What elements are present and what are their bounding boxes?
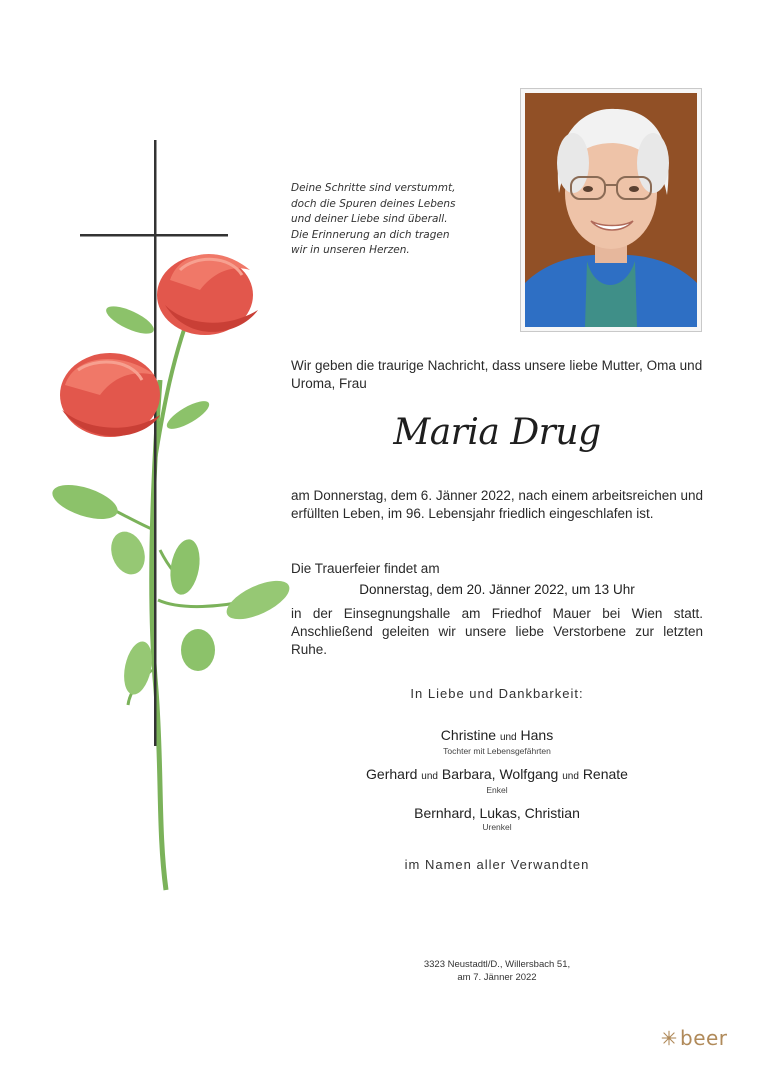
thanks-line: In Liebe und Dankbarkeit:	[410, 686, 584, 701]
mourner-names: Bernhard, Lukas, Christian	[414, 805, 580, 821]
poem-line: Deine Schritte sind verstummt,	[291, 182, 456, 194]
beer-logo	[660, 1025, 728, 1051]
poem-line: Die Erinnerung an dich tragen	[291, 228, 450, 241]
address-block	[291, 958, 703, 984]
mourner-group	[291, 805, 703, 833]
funeral-intro: Die Trauerfeier findet am	[291, 561, 440, 576]
mourner-names: Hans	[520, 727, 554, 743]
address-line: 3323 Neustadtl/D., Willersbach 51,	[423, 959, 571, 970]
mourner-names: Renate	[582, 766, 628, 782]
mourner-names: Barbara, Wolfgang	[441, 766, 559, 782]
mourner-group	[291, 766, 703, 796]
announcement-text: Wir geben die traurige Nachricht, dass unsere liebe Mutter, Oma und Uroma, Frau	[291, 358, 703, 391]
connector-word: und	[499, 732, 517, 743]
mourner-names: Gerhard	[366, 766, 418, 782]
mourner-names: Christine	[440, 727, 497, 743]
mourner-relation: Enkel	[486, 785, 508, 795]
funeral-date: Donnerstag, dem 20. Jänner 2022, um 13 Uhr	[359, 582, 635, 597]
connector-word: und	[421, 771, 438, 782]
cross-roses-illustration	[20, 130, 300, 900]
mourner-relation: Tochter mit Lebensgefährten	[443, 746, 551, 756]
deceased-name: Maria Drug	[393, 412, 601, 453]
death-details: am Donnerstag, dem 6. Jänner 2022, nach einem arbeitsreichen und erfüllten Leben, im 96. Lebensjahr friedlich eingeschlafen ist.	[291, 488, 704, 521]
mourner-group	[291, 727, 703, 757]
brand-name: beer	[680, 1026, 728, 1050]
dandelion-icon	[660, 1029, 678, 1047]
funeral-place: in der Einsegnungshalle am Friedhof Mauer bei Wien statt. Anschließend geleiten wir unsere liebe Verstorbene zur letzten Ruhe.	[291, 606, 703, 657]
poem-line: doch die Spuren deines Lebens	[291, 197, 456, 210]
date-line: am 7. Jänner 2022	[457, 972, 537, 983]
poem-line: wir in unseren Herzen.	[291, 244, 410, 256]
poem-line: und deiner Liebe sind überall.	[291, 213, 448, 225]
closing-line: im Namen aller Verwandten	[404, 857, 590, 872]
mourner-relation: Urenkel	[482, 822, 512, 832]
portrait-photo	[520, 88, 702, 332]
connector-word: und	[562, 771, 579, 782]
memorial-poem	[291, 181, 501, 259]
